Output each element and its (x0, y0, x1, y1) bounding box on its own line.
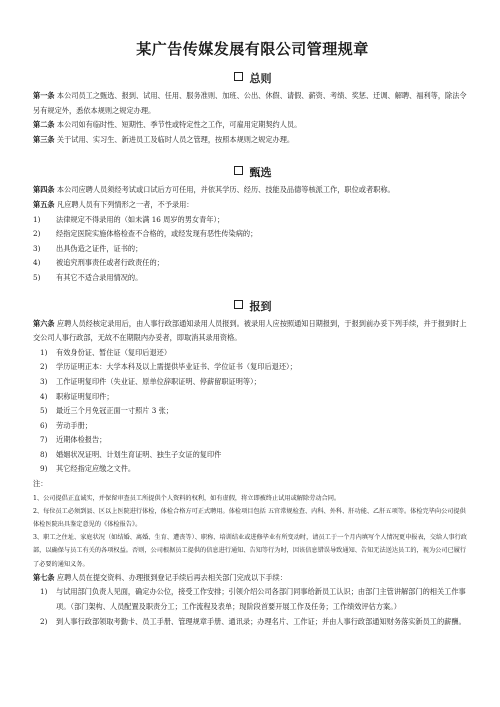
list-item: 2) 学历证明正本：大学本科及以上需提供毕业证书、学位证书（复印后退还）； (40, 362, 297, 372)
list-item: 1) 与试用部门负责人见面，确定办公位，接受工作安排；引领介绍公司各部门同事给新员工认识；由部门主管讲解部门的相关工作事项。（部门架构、人员配置及职责分工；工作流程及表单；现阶段首要开展工作及任务；工作绩效评估方案。） (40, 587, 466, 612)
list-item: 3) 工作证明复印件（失业证、原单位辞职证明、停薪留职证明等）； (40, 376, 261, 386)
section-heading-label: 报到 (249, 299, 272, 313)
section-heading-onboarding (33, 300, 472, 314)
list-item: 6) 劳动手册； (40, 420, 92, 430)
list-item: 3) 出具伪造之证件，证书的； (33, 243, 143, 253)
article-label: 第五条 (33, 199, 55, 209)
section-heading-general (33, 72, 472, 86)
notes-label: 注： (33, 479, 48, 489)
list-item: 4) 被追究刑事责任或者行政责任的； (33, 258, 164, 268)
list-item: 2) 到人事行政部领取考勤卡、员工手册、管理规章手册、通讯录；办理名片、工作证；并由人事行政部通知财务落实新员工的薪酬。 (40, 616, 466, 626)
article-5 (33, 198, 472, 213)
section-heading-label: 总则 (249, 72, 272, 85)
list-item: 2) 经指定医院实施体格检查不合格的，或经发现有恶性传染病的； (33, 229, 258, 239)
list-item: 1) 法律规定不得录用的（如未满 16 周岁的男女青年）； (33, 214, 225, 224)
document-title: 某广告传媒发展有限公司管理规章 (136, 40, 369, 58)
article-3 (33, 133, 472, 148)
note-1: 1、公司提倡正直诚实，并保留审查员工所提供个人资料的权利，如有虚假，将立即被终止试用或解除劳动合同。 (33, 494, 341, 502)
list-item: 7) 近期体检报告； (40, 435, 107, 445)
list-item: 5) 最近三个月免冠正面一寸照片 3 张； (40, 406, 173, 416)
onboarding-steps-list (33, 585, 472, 629)
article-text: 凡应聘人员有下列情形之一者，不予录用： (56, 199, 194, 209)
article-7 (33, 571, 472, 586)
article-text: 本公司应聘人员须经考试或口试后方可任用，并依其学历、经历、技能及品德等核派工作，职位或者职称。 (56, 185, 395, 195)
article-2 (33, 118, 472, 133)
article-label: 第四条 (33, 185, 55, 195)
article-1 (33, 89, 472, 118)
article-text: 关于试用、实习生、新进员工及临时人员之管理，按照本规则之规定办理。 (56, 134, 295, 144)
list-item: 4) 职称证明复印件； (40, 391, 114, 401)
article-label: 第三条 (33, 134, 55, 144)
checkbox-square-icon (234, 300, 243, 309)
article-text: 应聘人员在提交资料、办理报到登记手续后再去相关部门完成以下手续： (56, 572, 287, 582)
list-item: 1) 有效身份证、暂住证（复印后退还） (40, 347, 172, 357)
article-text: 本公司如有临时性、短期性、季节性或特定性之工作，可雇用定期契约人员。 (56, 120, 302, 130)
section-heading-label: 甄选 (249, 166, 272, 180)
required-documents-list (33, 346, 472, 477)
article-6 (33, 317, 472, 346)
list-item: 5) 有其它不适合录用情况的。 (33, 272, 143, 282)
checkbox-square-icon (234, 72, 243, 81)
article-4 (33, 183, 472, 198)
note-2: 2、每位员工必须到县、区以上医院进行体检，体检合格方可正式聘用。体检项目包括 五官常规检查、内科、外科、肝功能、乙肝五项等。体检完毕向公司提供体检医院出具鉴定意见的《体检报告》。 (33, 507, 466, 529)
note-3: 3、职工之住址、家庭状况（如结婚、离婚、生育、遭丧等）、职称、培训结业或进修毕业有所变动时，请员工于一个月内填写个人情况更申报表，交给人事行政部，以确保与员工有关的各项权益。否则，公司根据员工提供的信息进行通知、告知等行为时，因该信息错误导致通知、告知无法送达员工的，视为公司已履行了必要的通知义务。 (33, 534, 467, 568)
section-heading-selection (33, 166, 472, 180)
article-label: 第七条 (33, 572, 55, 582)
checkbox-square-icon (234, 166, 243, 175)
article-label: 第一条 (33, 91, 55, 100)
list-item: 8) 婚姻状况证明、计划生育证明、独生子女证的复印件 (40, 449, 222, 459)
article-label: 第六条 (33, 318, 55, 328)
article-text: 本公司员工之甄选、报到、试用、任用、服务准则、加班、公出、休假、请假、薪资、考绩、奖惩、迁调、解聘、福利等，除法令另有规定外，悉依本规则之规定办理。 (33, 91, 467, 115)
list-item: 9) 其它经指定应缴之文件。 (40, 464, 136, 474)
disqualification-list (33, 213, 472, 286)
article-text: 应聘人员经核定录用后，由人事行政部通知录用人员报到。被录用人应按照通知日期报到，于报到前办妥下列手续，并于报到时上交公司人事行政部，无故不在期限内办妥者，即取消其录用资格。 (33, 318, 467, 343)
article-label: 第二条 (33, 120, 55, 130)
